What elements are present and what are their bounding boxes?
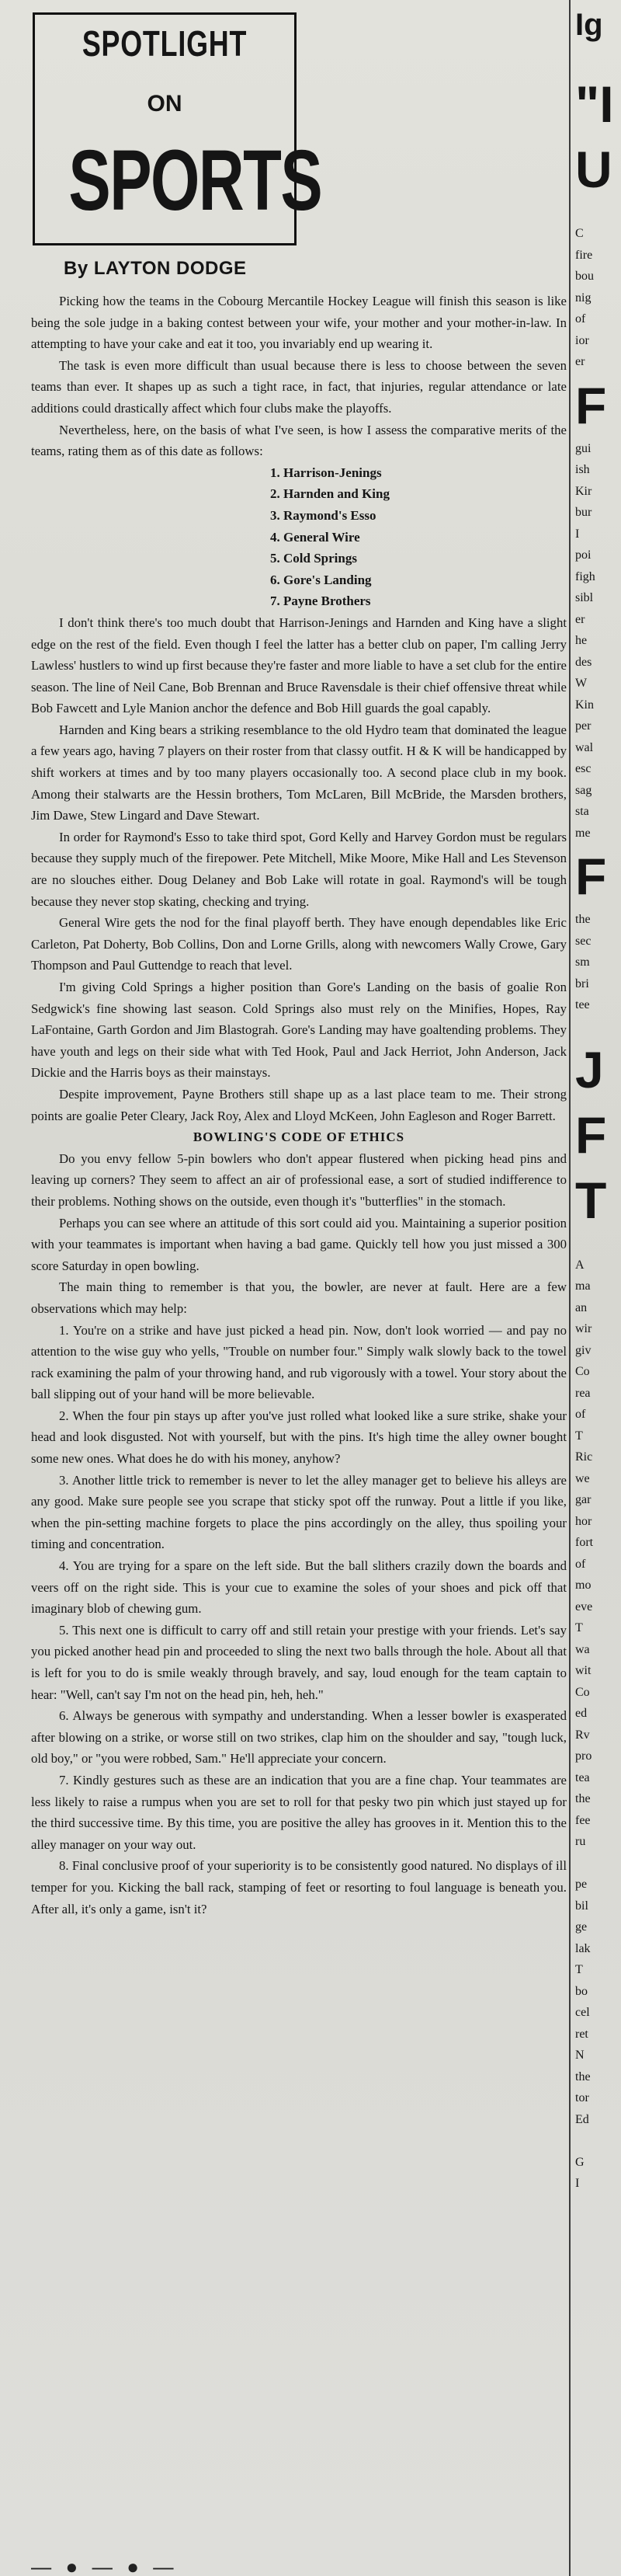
adjacent-column-line: wal (575, 740, 594, 754)
adjacent-column-line: T (575, 1429, 583, 1443)
adjacent-column-line: ior (575, 333, 589, 347)
analysis-paragraph: I'm giving Cold Springs a higher position than Gore's Landing on the basis of goalie Ron Sedgwick's fine showing last season. Cold Springs also must rely on the Minifies, Hopes, Ray LaFontaine, Garth Gordon and Jim Blastograh. Gore's Landing may have goaltending problems. They have youth and legs on their side what with Ted Hook, Paul and Jack Herriot, John Anderson, Jack Dickie and the Harris boys as their mainstays. (31, 980, 567, 1081)
adjacent-column-line: Co (575, 1685, 590, 1699)
article-body (31, 291, 567, 1920)
bowling-paragraph: Do you envy fellow 5-pin bowlers who don't appear flustered when picking head pins and leaving up corners? They seem to affect an air of professional ease, a sort of studied indifference to their problems. Nothing shows on the outside, even though it's "butterflies" in the stomach. (31, 1150, 567, 1209)
adjacent-column-line: ge (575, 1920, 588, 1934)
adjacent-column-line: pro (575, 1749, 592, 1763)
adjacent-column-line: T (575, 1963, 583, 1976)
adjacent-column-line: bil (575, 1899, 588, 1913)
bowling-paragraph: 5. This next one is difficult to carry off and still retain your prestige with your friends. Let's say you picked another head pin and proceeded to sling the next two balls through the hole. About all that is left for you to do is smile weakly through bravely, and say, loud enough for the team captain to hear: "Well, can't say I'm not on the head pin, heh, heh." (31, 1622, 567, 1702)
adjacent-column-line: me (575, 826, 591, 840)
bowling-subhead: BOWLING'S CODE OF ETHICS (193, 1130, 405, 1145)
adjacent-column-line: sm (575, 956, 590, 969)
adjacent-column-line: bri (575, 976, 589, 990)
adjacent-column-line: I (575, 2177, 580, 2190)
adjacent-column-line: des (575, 655, 592, 669)
adjacent-column-line: we (575, 1471, 590, 1485)
standings-list (31, 462, 567, 612)
bowling-paragraph: 4. You are trying for a spare on the left side. But the ball slithers crazily down the boards and veers off on the right side. This is your cue to examine the soles of your shoes and pick off that imaginary blob of chewing gum. (31, 1558, 567, 1617)
bowling-paragraph: 2. When the four pin stays up after you've just rolled what looked like a sure strike, shake your head and look disgusted. Not with yourself, but with the pins. It's high time the alley owner bought some new ones. What does he do with his money, anyhow? (31, 1408, 567, 1467)
adjacent-column-line: sag (575, 783, 592, 797)
standings-item: 2. Harnden and King (270, 486, 390, 502)
standings-item: 3. Raymond's Esso (270, 507, 376, 523)
adjacent-column-line: sta (575, 805, 589, 818)
adjacent-column-line: fee (575, 1813, 591, 1827)
adjacent-column-line: Co (575, 1365, 590, 1378)
adjacent-column-line: T (575, 1171, 607, 1229)
adjacent-column-line: of (575, 1557, 586, 1571)
column-logo (33, 12, 322, 245)
logo-word-on: ON (147, 91, 182, 117)
adjacent-column-line: A (575, 1258, 585, 1272)
adjacent-column-fragment (575, 0, 621, 2576)
standings-item: 4. General Wire (270, 529, 360, 545)
adjacent-column-line: of (575, 312, 586, 325)
adjacent-column-line: figh (575, 569, 595, 583)
bowling-paragraph: The main thing to remember is that you, the bowler, are never at fault. Here are a few observations which may help: (31, 1279, 567, 1316)
adjacent-column-line: giv (575, 1343, 592, 1357)
adjacent-column-line: W (575, 677, 588, 690)
adjacent-column-line: "I (575, 75, 614, 133)
adjacent-column-line: esc (575, 762, 592, 775)
adjacent-column-line: Ig (575, 8, 603, 42)
analysis-paragraph: I don't think there's too much doubt that Harrison-Jenings and Harnden and King have a slight edge on the rest of the field. Even though I feel the latter has a better club on paper, I'm calling Jerry Lawless' hustlers to wind up first because they're faster and more liable to have a set club for the entire season. The line of Neil Cane, Bob Brennan and Bruce Ravensdale is their chief offensive threat while Bob Fawcett and Lyle Manion anchor the defence and Bob Hill guards the goal capably. (31, 614, 567, 716)
adjacent-column-line: per (575, 719, 592, 733)
page-bottom-strip: — ● — ● — (31, 2556, 179, 2576)
standings-item: 1. Harrison-Jenings (270, 465, 382, 480)
adjacent-column-line: tor (575, 2091, 589, 2104)
intro-paragraph: The task is even more difficult than usual because there is less to choose between the seven teams than ever. It shapes up as such a tight race, in fact, that injuries, regular attendance or late additions could drastically affect which four clubs make the playoffs. (31, 357, 567, 416)
bowling-paragraph: 6. Always be generous with sympathy and understanding. When a lesser bowler is exasperated after blowing on a strike, or worse still on two strikes, clap him on the shoulder and say, "tough luck, old boy," or "you were robbed, Sam." He'll appreciate your concern. (31, 1708, 567, 1767)
adjacent-column-line: wa (575, 1642, 590, 1656)
adjacent-column-line: gar (575, 1493, 592, 1506)
adjacent-column-line: er (575, 355, 585, 368)
logo-word-spotlight: SPOTLIGHT (82, 23, 248, 64)
adjacent-column-line: nig (575, 291, 592, 305)
bowling-paragraph: 1. You're on a strike and have just picked a head pin. Now, don't look worried — and pay no attention to the wise guy who yells, "Trouble on number four." Simply walk slowly back to the towel rack examining the palm of your throwing hand, and rub vigorously with a towel. Your story about the ball slipping out of your hand will be more believable. (31, 1322, 567, 1402)
adjacent-column-line (575, 2130, 621, 2152)
adjacent-column-line: the (575, 913, 591, 926)
adjacent-column-line: ru (575, 1835, 586, 1848)
adjacent-column-line: sibl (575, 591, 594, 604)
adjacent-column-line: Kir (575, 484, 592, 498)
adjacent-column-line: bou (575, 270, 594, 283)
bowling-paragraph: Perhaps you can see where an attitude of this sort could aid you. Maintaining a superior position with your teammates is important when having a bad game. Quickly tell how you just missed a 300 score Saturday in open bowling. (31, 1215, 567, 1273)
adjacent-column-line: bur (575, 506, 592, 519)
adjacent-column-line: F (575, 848, 607, 905)
standings-item: 6. Gore's Landing (270, 572, 372, 587)
adjacent-column-line (575, 202, 621, 224)
analysis-paragraph: General Wire gets the nod for the final playoff berth. They have enough dependables like Eric Carleton, Pat Doherty, Bob Collins, Don and Lorne Grills, along with newcomers Wally Crowe, Gary Thompson and Paul Guttendge to reach that level. (31, 915, 567, 973)
adjacent-column-line: gui (575, 441, 592, 455)
adjacent-column-line: mo (575, 1579, 592, 1592)
adjacent-column-line: G (575, 2155, 585, 2169)
adjacent-column-line: F (575, 1106, 607, 1164)
adjacent-column-line: Rv (575, 1728, 590, 1742)
bowling-paragraph: 3. Another little trick to remember is never to let the alley manager get to believe his alleys are any good. Make sure people see you scrape that sticky spot off the runway. Pout a little if you like, when the pin-setting machine forgets to place the pins accordingly on the alley, thus spoiling your timing and concentration. (31, 1472, 567, 1552)
adjacent-column-line: bo (575, 1984, 588, 1998)
adjacent-column-line: ret (575, 2027, 588, 2041)
adjacent-column-line: tea (575, 1770, 590, 1784)
bowling-paragraph: 8. Final conclusive proof of your superiority is to be consistently good natured. No displays of ill temper for you. Kicking the ball rack, stamping of feet or resorting to foul language is beneath you. After all, it's only a game, isn't it? (31, 1858, 567, 1916)
adjacent-column-line: C (575, 227, 584, 240)
adjacent-column-line: the (575, 1792, 591, 1805)
adjacent-column-line: ma (575, 1279, 591, 1293)
adjacent-column-line (575, 50, 621, 71)
adjacent-column-line: pe (575, 1878, 588, 1891)
sports-column (31, 12, 567, 1920)
adjacent-column-line: wir (575, 1322, 592, 1335)
adjacent-column-line: Ric (575, 1450, 593, 1464)
adjacent-column-line: eve (575, 1600, 593, 1613)
adjacent-column-line: I (575, 527, 580, 541)
bowling-paragraph: 7. Kindly gestures such as these are an indication that you are a fine chap. Your teammates are less likely to raise a rumpus when you are set to roll for that pesky two pin which just stayed up for the third successive time. By this time, you are positive the alley has grooves in it. Mention this to the alley manager on your way out. (31, 1772, 567, 1852)
adjacent-column-line: he (575, 634, 588, 647)
adjacent-column-line: hor (575, 1514, 592, 1528)
adjacent-column-line: an (575, 1300, 588, 1314)
analysis-paragraph: In order for Raymond's Esso to take third spot, Gord Kelly and Harvey Gordon must be regulars because they supply much of the firepower. Pete Mitchell, Mike Moore, Mike Hall and Les Stevenson are no slouches either. Doug Delaney and Bob Lake will rotate in goal. Raymond's will be tough because they never stop skating, checking and trying. (31, 829, 567, 909)
adjacent-column-line (575, 1853, 621, 1875)
intro-paragraph: Nevertheless, here, on the basis of what I've seen, is how I assess the comparative merits of the teams, rating them as of this date as follows: (31, 422, 567, 459)
adjacent-column-line: of (575, 1408, 586, 1421)
adjacent-column-line: sec (575, 934, 592, 948)
analysis-paragraph: Despite improvement, Payne Brothers still shape up as a last place team to me. Their strong points are goalie Peter Cleary, Jack Roy, Alex and Lloyd McKeen, John Eagleson and Roger Barrett. (31, 1086, 567, 1123)
adjacent-column-line: F (575, 376, 607, 434)
analysis-paragraph: Harnden and King bears a striking resemblance to the old Hydro team that dominated the league a few years ago, having 7 players on their roster from that classy outfit. H & K will be handicapped by shift workers at times and by too many players occasionally too. A second place club in my book. Among their stalwarts are the Hessin brothers, Tom McLaren, Bill McBride, the Marsden brothers, Jim Dawe, Stew Lingard and Dave Stewart. (31, 722, 567, 823)
standings-item: 5. Cold Springs (270, 551, 357, 566)
adjacent-column-line: Ed (575, 2112, 589, 2126)
adjacent-column-line: fort (575, 1536, 594, 1549)
column-divider (569, 0, 571, 2576)
adjacent-column-line: Kin (575, 698, 594, 712)
adjacent-column-line: T (575, 1621, 583, 1634)
adjacent-column-line: the (575, 2070, 591, 2083)
adjacent-column-line: er (575, 612, 585, 626)
adjacent-column-line: ed (575, 1707, 588, 1720)
byline: By LAYTON DODGE (64, 258, 247, 279)
logo-word-sports: SPORTS (68, 133, 322, 228)
adjacent-column-line: wit (575, 1664, 592, 1677)
adjacent-column-line: tee (575, 998, 590, 1011)
adjacent-column-line: J (575, 1041, 604, 1098)
adjacent-column-line: rea (575, 1386, 591, 1400)
standings-item: 7. Payne Brothers (270, 594, 371, 609)
adjacent-column-line (575, 1016, 621, 1038)
adjacent-column-line: fire (575, 248, 593, 262)
adjacent-column-line (575, 1233, 621, 1255)
adjacent-column-line: poi (575, 548, 592, 562)
adjacent-column-line: ish (575, 463, 590, 476)
adjacent-column-line: N (575, 2049, 585, 2062)
adjacent-column-line: cel (575, 2006, 590, 2019)
adjacent-column-line: U (575, 140, 612, 198)
intro-paragraph: Picking how the teams in the Cobourg Mercantile Hockey League will finish this season is like being the sole judge in a baking contest between your wife, your mother and your mother-in-law. In attempting to have your cake and eat it too, you invariably end up wearing it. (31, 294, 567, 352)
adjacent-column-line: lak (575, 1941, 591, 1955)
